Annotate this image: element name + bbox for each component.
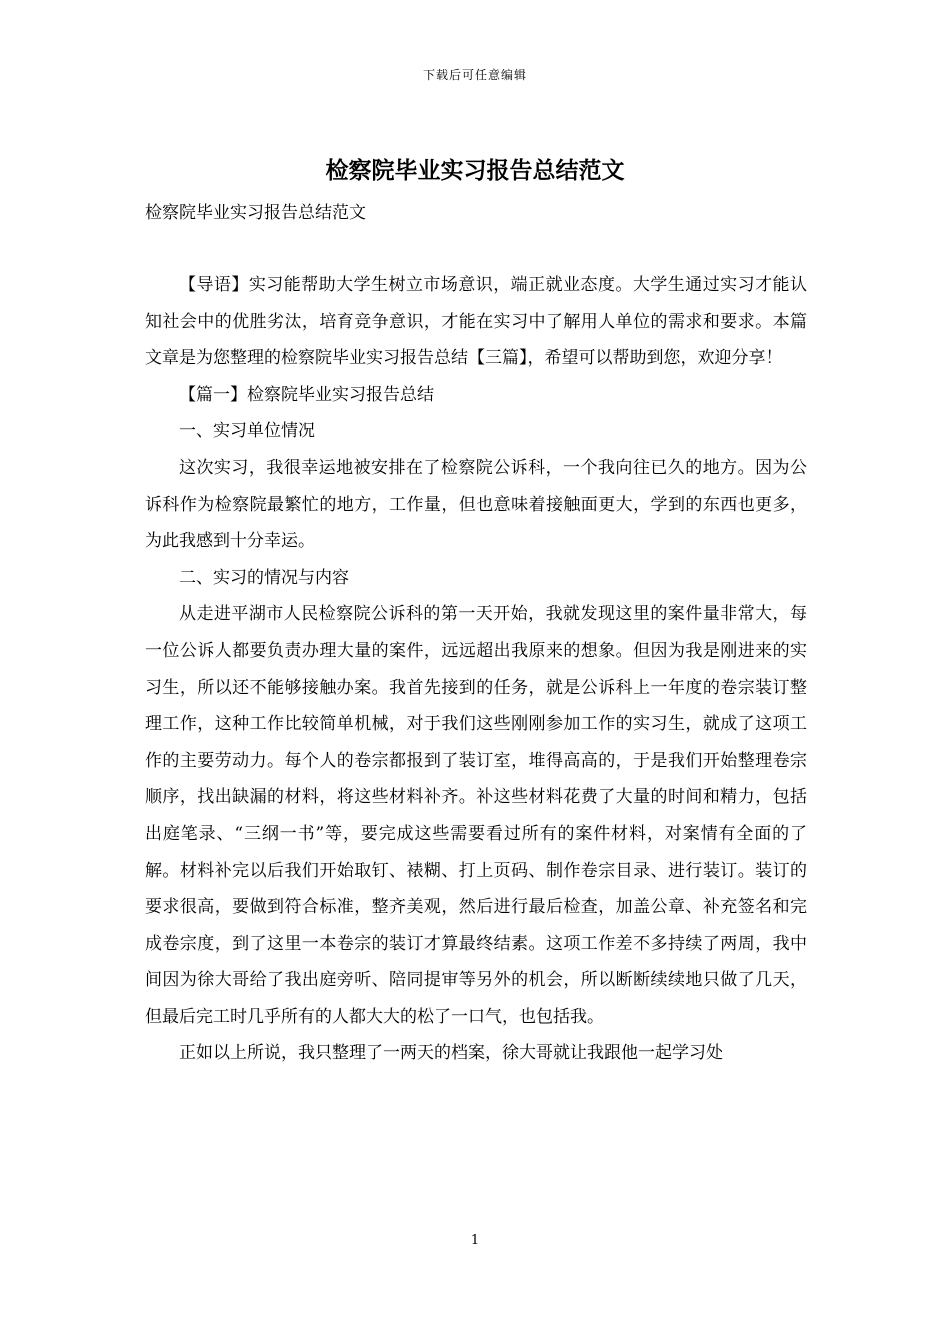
document-subtitle: 检察院毕业实习报告总结范文 — [145, 203, 366, 223]
paragraph-intro: 【导语】实习能帮助大学生树立市场意识，端正就业态度。大学生通过实习才能认知社会中的优胜劣汰，培育竞争意识，才能在实习中了解用人单位的需求和要求。本篇文章是为您整理的检察院毕业实习报告总结【三篇】，希望可以帮助到您，欢迎分享！ — [145, 275, 807, 369]
paragraph-internship-content: 从走进平湖市人民检察院公诉科的第一天开始，我就发现这里的案件量非常大，每一位公诉人都要负责办理大量的案件，远远超出我原来的想象。但因为我是刚进来的实习生，所以还不能够接触办案。我首先接到的任务，就是公诉科上一年度的卷宗装订整理工作，这种工作比较简单机械，对于我们这些刚刚参加工作的实习生，就成了这项工作的主要劳动力。每个人的卷宗都报到了装订室，堆得高高的，于是我们开始整理卷宗顺序，找出缺漏的材料，将这些材料补齐。补这些材料花费了大量的时间和精力，包括出庭笔录、“三纲一书”等，要完成这些需要看过所有的案件材料，对案情有全面的了解。材料补完以后我们开始取钉、裱糊、打上页码、制作卷宗目录、进行装订。装订的要求很高，要做到符合标准，整齐美观，然后进行最后检查，加盖公章、补充签名和完成卷宗度，到了这里一本卷宗的装订才算最终结素。这项工作差不多持续了两周，我中间因为徐大哥给了我出庭旁听、陪同提审等另外的机会，所以断断续续地只做了几天，但最后完工时几乎所有的人都大大的松了一口气，也包括我。 — [145, 604, 807, 1027]
page-number: 1 — [470, 1233, 480, 1248]
paragraph-unit-situation: 这次实习，我很幸运地被安排在了检察院公诉科，一个我向往已久的地方。因为公诉科作为检察院最繁忙的地方，工作量，但也意味着接触面更大，学到的东西也更多，为此我感到十分幸运。 — [145, 457, 807, 552]
document-body — [145, 267, 807, 1072]
section-heading-part-one: 【篇一】检察院毕业实习报告总结 — [179, 384, 434, 405]
subheading-internship-content: 二、实习的情况与内容 — [179, 567, 349, 588]
header-note: 下载后可任意编辑 — [422, 68, 527, 82]
paragraph-continued: 正如以上所说，我只整理了一两天的档案，徐大哥就让我跟他一起学习处 — [179, 1043, 723, 1064]
document-title: 检察院毕业实习报告总结范文 — [325, 157, 625, 184]
subheading-unit-situation: 一、实习单位情况 — [179, 421, 315, 442]
